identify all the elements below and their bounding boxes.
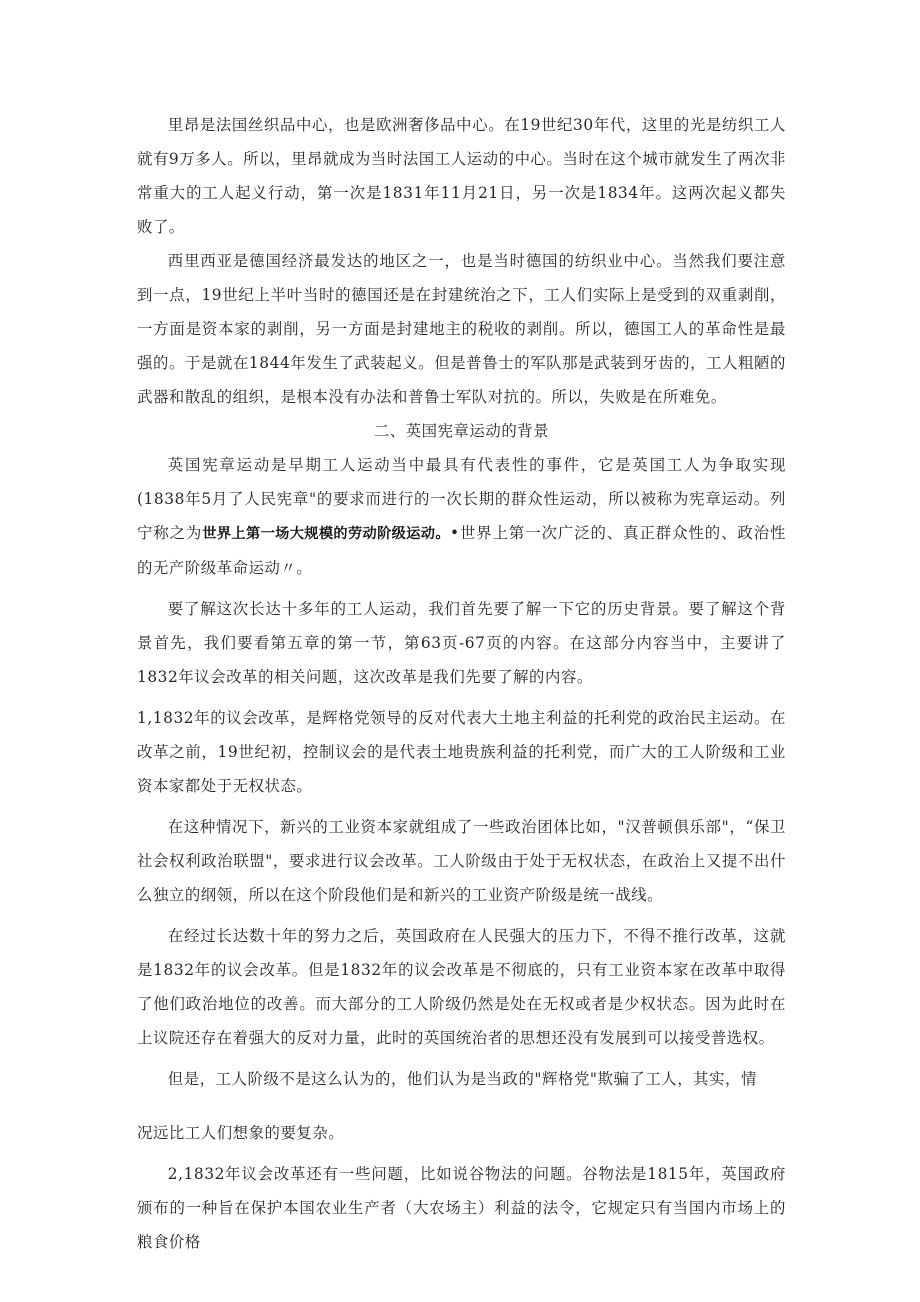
document-body	[137, 108, 786, 1259]
paragraph-silesia: 西里西亚是德国经济最发达的地区之一，也是当时德国的纺织业中心。当然我们要注意到一点，19世纪上半叶当时的德国还是在封建统治之下，工人们实际上是受到的双重剥削，一方面是资本家的剥削，另一方面是封建地主的税收的剥削。所以，德国工人的革命性是最强的。于是就在1844年发生了武装起义。但是普鲁士的军队那是武装到牙齿的，工人粗陋的武器和散乱的组织，是根本没有办法和普鲁士军队对抗的。所以，失败是在所难免。	[137, 252, 786, 406]
paragraph-lyon: 里昂是法国丝织品中心，也是欧洲奢侈品中心。在19世纪30年代，这里的光是纺织工人就有9万多人。所以，里昂就成为当时法国工人运动的中心。当时在这个城市就发生了两次非常重大的工人起义行动，第一次是1831年11月21日，另一次是1834年。这两次起义都失败了。	[137, 116, 786, 236]
paragraph-background: 要了解这次长达十多年的工人运动，我们首先要了解一下它的历史背景。要了解这个背景首先，我们要看第五章的第一节，第63页-67页的内容。在这部分内容当中，主要讲了1832年议会改革的相关问题，这次改革是我们先要了解的内容。	[137, 600, 786, 686]
paragraph-chartism-text-b: •世界上第一次广泛的、真正群众性的、政治性的无产阶级革命运动〃。	[137, 524, 786, 577]
paragraph-political-groups: 在这种情况下，新兴的工业资本家就组成了一些政治团体比如，"汉普顿俱乐部"，“保卫社会权利政治联盟"，要求进行议会改革。工人阶级由于处于无权状态，在政治上又提不出什么独立的纲领，所以在这个阶段他们是和新兴的工业资产阶级是统一战线。	[137, 818, 786, 904]
paragraph-chartism-intro	[137, 448, 786, 585]
paragraph-reform-outcome: 在经过长达数十年的努力之后，英国政府在人民强大的压力下，不得不推行改革，这就是1832年的议会改革。但是1832年的议会改革是不彻底的，只有工业资本家在改革中取得了他们政治地位的改善。而大部分的工人阶级仍然是处在无权或者是少权状态。因为此时在上议院还存在着强大的反对力量，此时的英国统治者的思想还没有发展到可以接受普选权。	[137, 927, 786, 1047]
paragraph-working-class-view: 但是，工人阶级不是这么认为的，他们认为是当政的"辉格党"欺骗了工人，其实，情	[167, 1070, 757, 1088]
paragraph-reform-1832: 1,1832年的议会改革，是辉格党领导的反对代表大土地主利益的托利党的政治民主运动。在改革之前，19世纪初，控制议会的是代表土地贵族利益的托利党，而广大的工人阶级和工业资本家都处于无权状态。	[137, 709, 786, 795]
section-heading: 二、英国宪章运动的背景	[373, 422, 550, 440]
paragraph-corn-laws: 2,1832年议会改革还有一些问题，比如说谷物法的问题。谷物法是1815年，英国政府颁布的一种旨在保护本国农业生产者（大农场主）利益的法令，它规定只有当国内市场上的粮食价格	[137, 1165, 786, 1251]
paragraph-chartism-text-a: 英国宪章运动是早期工人运动当中最具有代表性的事件，它是英国工人为争取实现(1838年5月了人民宪章"的要求而进行的一次长期的群众性运动，所以被称为宪章运动。列宁称之为	[137, 456, 786, 542]
lenin-quote-bold: 世界上第一场大规模的劳动阶级运动。	[202, 526, 450, 542]
paragraph-continuation: 况远比工人们想象的要复杂。	[137, 1124, 345, 1142]
spacer	[137, 1096, 786, 1116]
